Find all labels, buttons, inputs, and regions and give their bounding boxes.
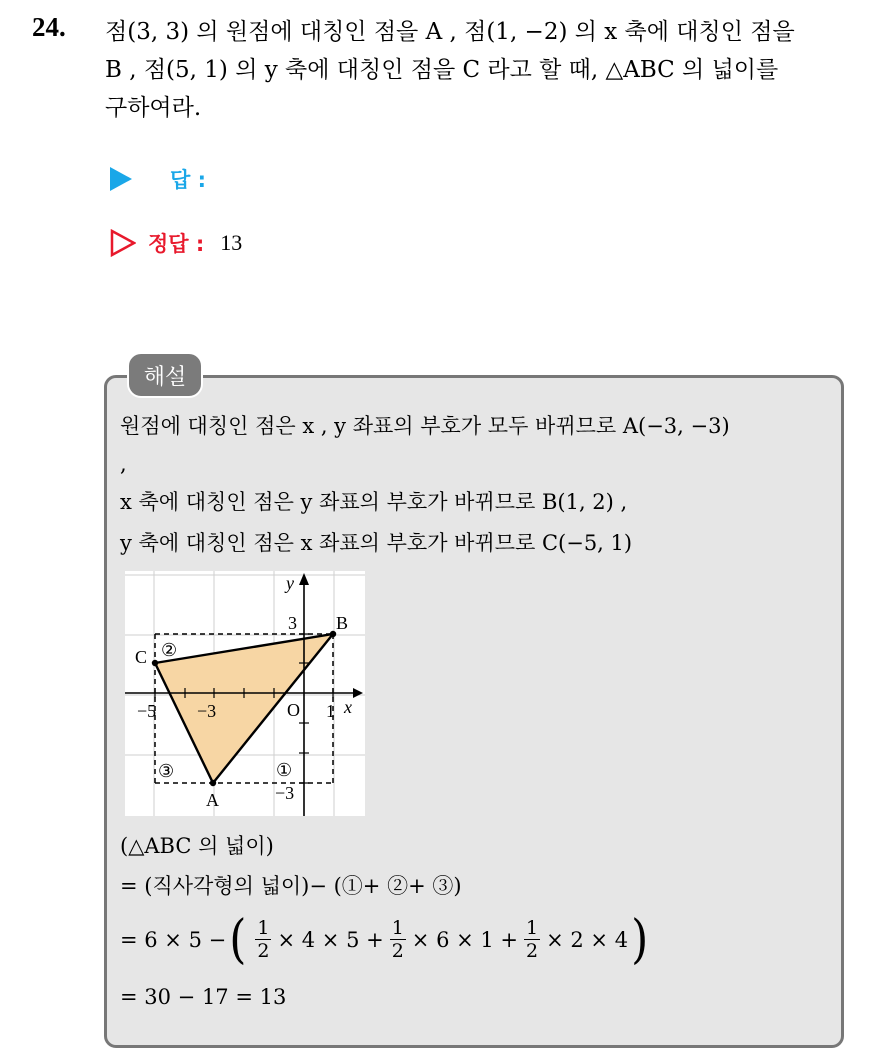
point-label-c: C: [135, 647, 148, 667]
tick-label: 3: [288, 613, 297, 633]
answer-label: 답 :: [170, 168, 206, 192]
question-line: B , 점(5, 1) 의 y 축에 대칭인 점을 C 라고 할 때, △ABC 의 넓이를: [105, 57, 779, 83]
region-label: ②: [161, 640, 178, 660]
explanation-line: x 축에 대칭인 점은 y 좌표의 부호가 바뀌므로 B(1, 2) ,: [120, 490, 628, 514]
correct-answer-row: [110, 226, 242, 260]
question-line: 점(3, 3) 의 원점에 대칭인 점을 A , 점(1, −2) 의 x 축에 대칭인 점을: [105, 19, 795, 45]
tick-label: −5: [137, 701, 157, 721]
question-line: 구하여라.: [105, 95, 202, 121]
region-label: ③: [158, 761, 175, 781]
point-label-b: B: [336, 613, 349, 633]
explanation-line: ,: [120, 452, 127, 476]
explanation-line: y 축에 대칭인 점은 x 좌표의 부호가 바뀌므로 C(−5, 1): [120, 531, 633, 555]
calc-fraction-line: = 6 × 5 − ( $\frac{1}{2}$ × 4 × 5 + $\frac{1}{2}$ × 6 × 1 + $\frac{1}{2}$ × 2 × 4 ): [120, 908, 649, 970]
explanation-line: 원점에 대칭인 점은 x , y 좌표의 부호가 모두 바뀌므로 A(−3, −3): [120, 414, 730, 438]
fraction: $\frac{1}{2}$: [391, 917, 404, 962]
point-c: [152, 660, 158, 666]
calc-term: × 6 × 1 +: [411, 927, 519, 952]
correct-answer-label: 정답 :: [148, 232, 205, 256]
y-axis-label: y: [286, 573, 294, 593]
calc-line: = 30 − 17 = 13: [120, 985, 287, 1009]
point-a: [210, 780, 216, 786]
coordinate-graph: [125, 571, 365, 816]
fraction: $\frac{1}{2}$: [257, 917, 270, 962]
calc-prefix: = 6 × 5 −: [120, 927, 227, 952]
question-text: [105, 13, 865, 127]
region-label: ①: [276, 760, 293, 780]
origin-label: O: [287, 700, 300, 720]
fraction: $\frac{1}{2}$: [526, 917, 539, 962]
x-axis-label: x: [344, 697, 352, 717]
tick-label: −3: [275, 783, 295, 803]
calc-term: × 2 × 4: [546, 927, 629, 952]
tick-label: 1: [326, 701, 335, 721]
question-number: 24.: [32, 12, 66, 42]
explanation-tab: 해설: [127, 352, 203, 398]
calc-line: (△ABC 의 넓이): [120, 834, 274, 858]
tick-label: −3: [197, 701, 217, 721]
point-label-a: A: [206, 790, 219, 810]
calc-line: = (직사각형의 넓이)− (①+ ②+ ③): [120, 874, 462, 898]
correct-answer-value: 13: [220, 230, 243, 255]
answer-row[interactable]: [110, 163, 206, 195]
play-icon: [110, 167, 132, 191]
outline-triangle-icon: [110, 229, 136, 257]
calc-term: × 4 × 5 +: [277, 927, 384, 952]
